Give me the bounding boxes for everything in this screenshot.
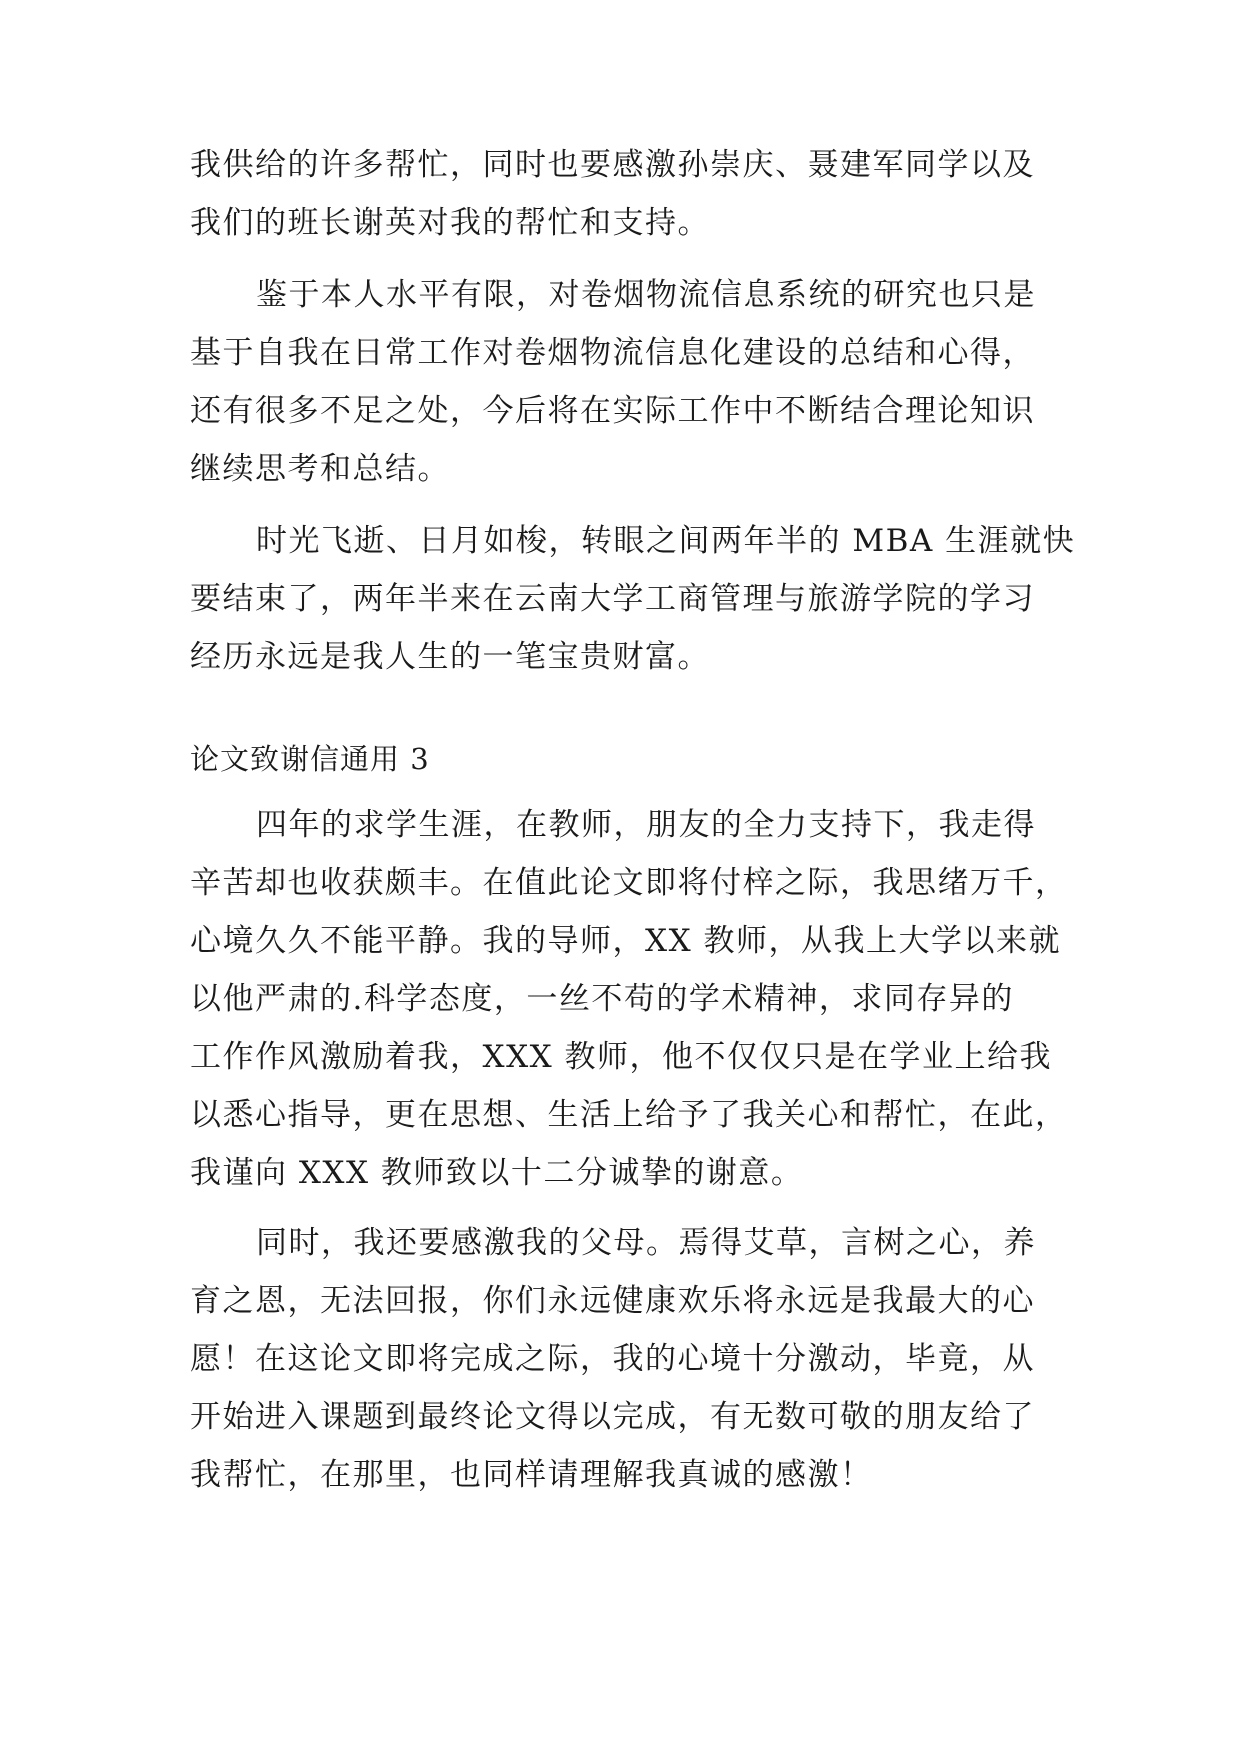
- text-line: 我帮忙，在那里，也同样请理解我真诚的感激！: [190, 1457, 873, 1493]
- text-line: 辛苦却也收获颇丰。在值此论文即将付梓之际，我思绪万千，: [190, 865, 1068, 901]
- section-title: 论文致谢信通用 3: [190, 742, 430, 776]
- paragraph-teachers: [190, 796, 1068, 1202]
- text-line: 我供给的许多帮忙，同时也要感激孙崇庆、聂建军同学以及: [190, 147, 1035, 183]
- text-line: 鉴于本人水平有限，对卷烟物流信息系统的研究也只是: [256, 277, 1036, 313]
- text-line: 心境久久不能平静。我的导师，XX 教师，从我上大学以来就: [190, 923, 1061, 959]
- text-line: 时光飞逝、日月如梭，转眼之间两年半的 MBA 生涯就快: [256, 523, 1076, 559]
- text-line: 愿！在这论文即将完成之际，我的心境十分激动，毕竟，从: [190, 1341, 1035, 1377]
- text-line: 开始进入课题到最终论文得以完成，有无数可敬的朋友给了: [190, 1399, 1035, 1435]
- paragraph-parents: [190, 1214, 1050, 1504]
- text-line: 同时，我还要感激我的父母。焉得艾草，言树之心，养: [256, 1225, 1036, 1261]
- text-line: 经历永远是我人生的一笔宝贵财富。: [190, 639, 710, 675]
- paragraph-limitations: [190, 266, 1050, 498]
- text-line: 要结束了，两年半来在云南大学工商管理与旅游学院的学习: [190, 581, 1035, 617]
- text-line: 我们的班长谢英对我的帮忙和支持。: [190, 205, 710, 241]
- text-line: 基于自我在日常工作对卷烟物流信息化建设的总结和心得，: [190, 335, 1035, 371]
- text-line: 工作作风激励着我，XXX 教师，他不仅仅只是在学业上给我: [190, 1039, 1053, 1075]
- text-line: 以悉心指导，更在思想、生活上给予了我关心和帮忙，在此，: [190, 1097, 1068, 1133]
- text-line: 还有很多不足之处，今后将在实际工作中不断结合理论知识: [190, 393, 1035, 429]
- text-line: 继续思考和总结。: [190, 451, 450, 487]
- section-heading: [190, 730, 1050, 788]
- text-line: 四年的求学生涯，在教师，朋友的全力支持下，我走得: [256, 807, 1036, 843]
- text-line: 我谨向 XXX 教师致以十二分诚挚的谢意。: [190, 1155, 804, 1191]
- paragraph-continuation: [190, 136, 1050, 252]
- text-line: 育之恩，无法回报，你们永远健康欢乐将永远是我最大的心: [190, 1283, 1035, 1319]
- text-line: 以他严肃的.科学态度，一丝不苟的学术精神，求同存异的: [190, 981, 1014, 1017]
- paragraph-time-flies: [190, 512, 1076, 686]
